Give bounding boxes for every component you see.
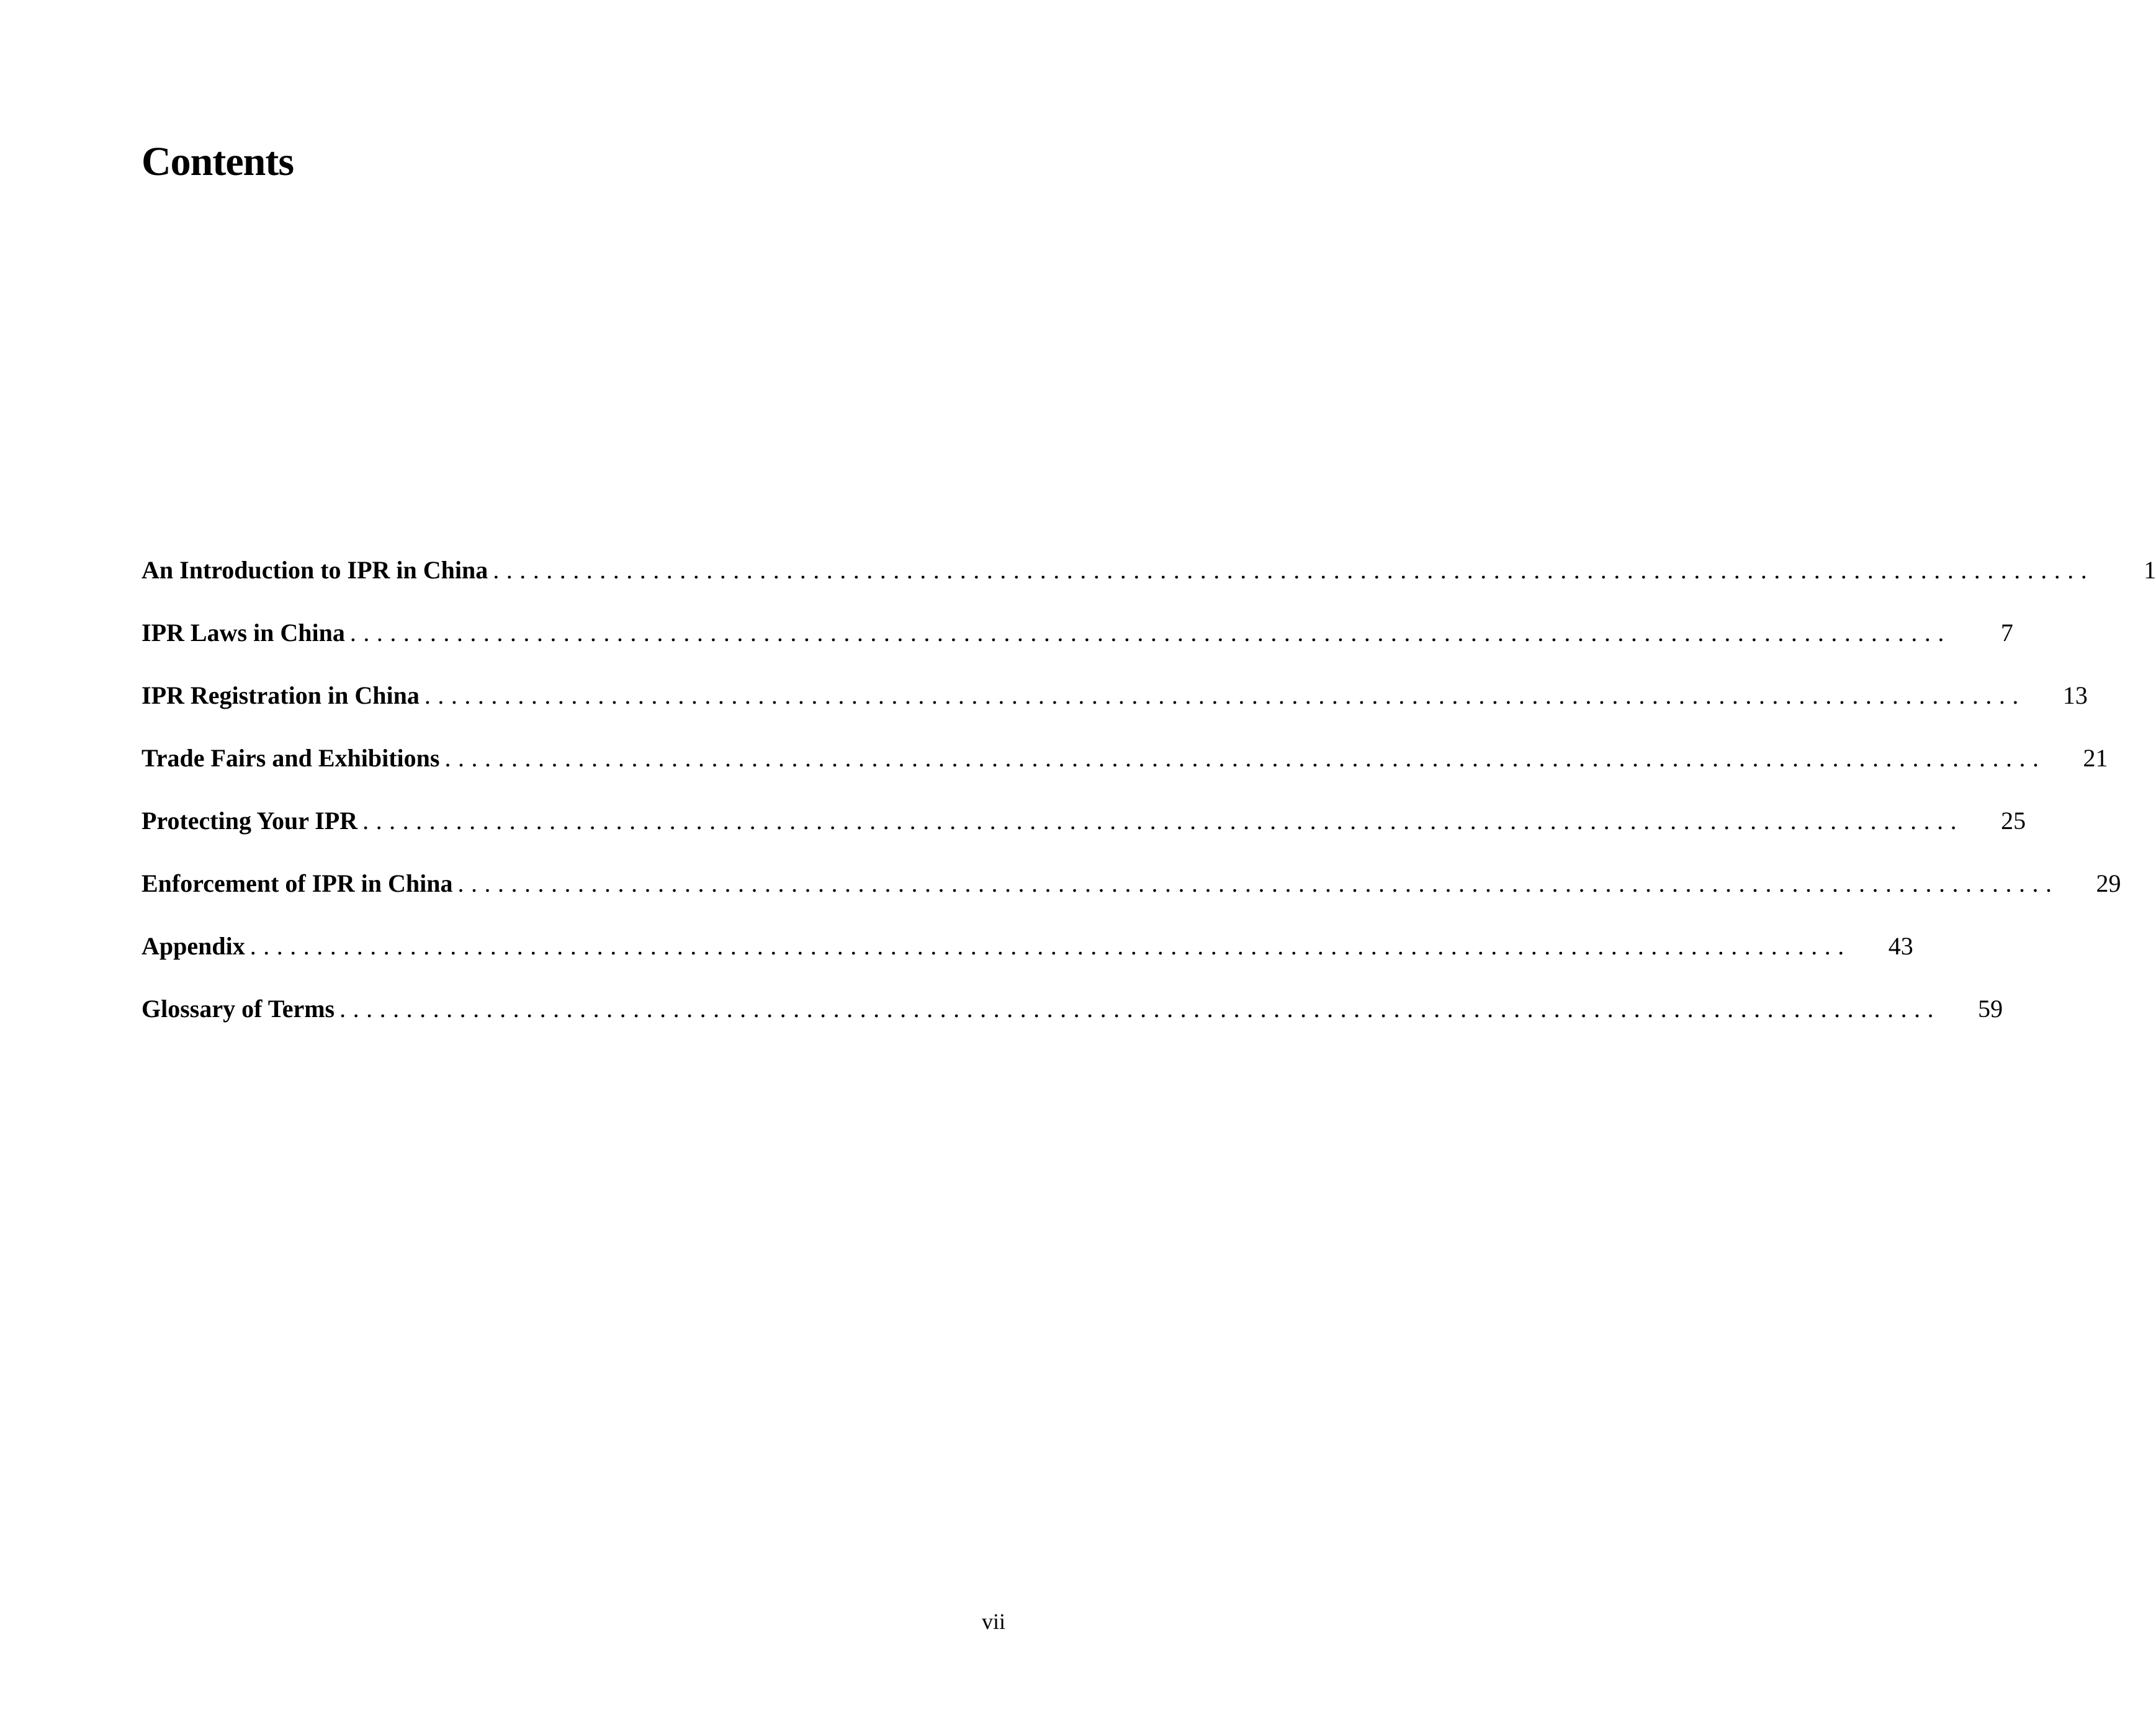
toc-entry-page-number: 21 bbox=[2083, 744, 2108, 772]
toc-entry-title: IPR Registration in China bbox=[141, 681, 420, 709]
dot-leader: ........................................................................................................................ bbox=[424, 681, 2026, 709]
toc-entry-glossary[interactable] bbox=[141, 994, 2003, 1057]
toc-entry-protecting-ipr[interactable] bbox=[141, 806, 2026, 869]
toc-entry-introduction[interactable] bbox=[141, 555, 2156, 618]
toc-entry-page-number: 13 bbox=[2062, 681, 2088, 709]
toc-entry-enforcement[interactable] bbox=[141, 869, 2121, 931]
toc-entry-page-number: 1 bbox=[2144, 556, 2156, 584]
toc-entry-title: Protecting Your IPR bbox=[141, 807, 358, 835]
toc-entry-title: Appendix bbox=[141, 932, 245, 960]
dot-leader: ........................................................................................................................ bbox=[444, 744, 2046, 772]
dot-leader: ........................................................................................................................ bbox=[362, 807, 1964, 835]
table-of-contents bbox=[141, 555, 2156, 1057]
toc-entry-trade-fairs[interactable] bbox=[141, 743, 2108, 806]
dot-leader: ........................................................................................................................ bbox=[349, 619, 1951, 647]
toc-entry-ipr-registration[interactable] bbox=[141, 681, 2088, 743]
toc-entry-title: Glossary of Terms bbox=[141, 995, 335, 1023]
page-title: Contents bbox=[141, 139, 294, 184]
toc-entry-ipr-laws[interactable] bbox=[141, 618, 2013, 681]
dot-leader: ........................................................................................................................ bbox=[249, 932, 1851, 960]
page-number-folio: vii bbox=[982, 1609, 1006, 1634]
toc-entry-page-number: 43 bbox=[1888, 932, 1913, 960]
toc-entry-appendix[interactable] bbox=[141, 931, 1913, 994]
toc-entry-page-number: 59 bbox=[1978, 995, 2003, 1023]
toc-entry-page-number: 25 bbox=[2001, 807, 2026, 835]
dot-leader: ........................................................................................................................ bbox=[457, 869, 2059, 897]
toc-entry-title: Trade Fairs and Exhibitions bbox=[141, 744, 440, 772]
dot-leader: ........................................................................................................................ bbox=[493, 556, 2095, 584]
toc-entry-title: IPR Laws in China bbox=[141, 619, 345, 647]
toc-entry-title: An Introduction to IPR in China bbox=[141, 556, 488, 584]
toc-entry-title: Enforcement of IPR in China bbox=[141, 869, 453, 897]
toc-entry-page-number: 7 bbox=[2000, 619, 2013, 647]
toc-entry-page-number: 29 bbox=[2096, 869, 2121, 897]
dot-leader: ........................................................................................................................ bbox=[339, 995, 1941, 1023]
